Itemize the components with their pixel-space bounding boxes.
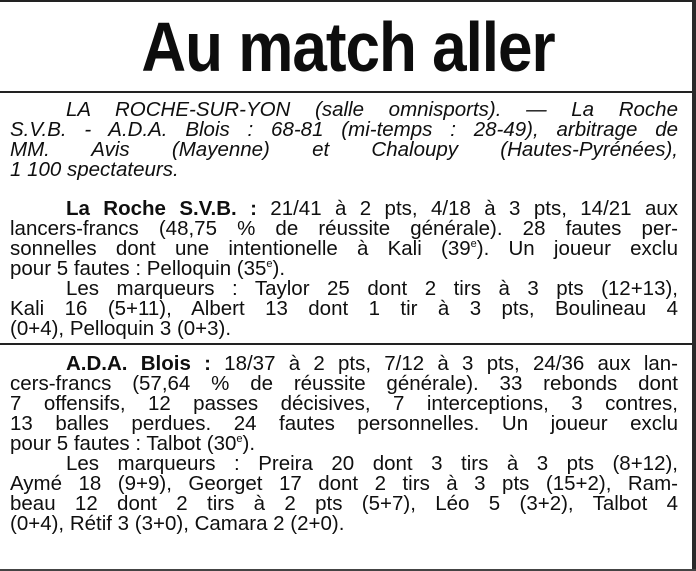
blois-stats-line: cers-francs (57,64 % de réussite générale). 33 rebonds dont	[10, 372, 678, 395]
blois-scorers-line: beau 12 dont 2 tirs à 2 pts (5+7), Léo 5 (3+2), Talbot 4	[10, 492, 678, 515]
la-roche-section	[10, 199, 678, 339]
intro-line: MM. Avis (Mayenne) et Chaloupy (Hautes-Pyrénées),	[10, 138, 678, 161]
title-divider	[0, 91, 692, 93]
la-roche-scorers-line: (0+4), Pelloquin 3 (0+3).	[10, 317, 232, 340]
la-roche-stats-line: pour 5 fautes : Pelloquin (35e).	[10, 257, 286, 280]
top-border	[0, 0, 696, 2]
intro-line: 1 100 spectateurs.	[10, 158, 179, 181]
article-title: Au match aller	[141, 9, 555, 87]
team-name-la-roche: La Roche S.V.B. :	[66, 197, 257, 220]
match-intro	[10, 100, 678, 180]
blois-section	[10, 354, 678, 534]
blois-scorers-line: (0+4), Rétif 3 (3+0), Camara 2 (2+0).	[10, 512, 345, 535]
intro-line: S.V.B. - A.D.A. Blois : 68-81 (mi-temps : 28-49), arbitrage de	[10, 118, 678, 141]
blois-scorers-line: Les marqueurs : Preira 20 dont 3 tirs à 3 pts (8+12),	[66, 452, 678, 475]
blois-scorers-line: Aymé 18 (9+9), Georget 17 dont 2 tirs à 3 pts (15+2), Ram-	[10, 472, 678, 495]
right-border	[692, 0, 696, 571]
intro-line: LA ROCHE-SUR-YON (salle omnisports). — La Roche	[66, 98, 678, 121]
blois-stats-line: 7 offensifs, 12 passes décisives, 7 interceptions, 3 contres,	[10, 392, 678, 415]
section-divider	[0, 343, 692, 345]
blois-stats-line: 13 balles perdues. 24 fautes personnelles. Un joueur exclu	[10, 412, 678, 435]
la-roche-stats-line: lancers-francs (48,75 % de réussite générale). 28 fautes per-	[10, 217, 678, 240]
blois-stats-line: A.D.A. Blois : 18/37 à 2 pts, 7/12 à 3 pts, 24/36 aux lan-	[66, 352, 679, 375]
team-name-blois: A.D.A. Blois :	[66, 352, 211, 375]
la-roche-stats-line: La Roche S.V.B. : 21/41 à 2 pts, 4/18 à 3 pts, 14/21 aux	[66, 197, 679, 220]
blois-stats-line: pour 5 fautes : Talbot (30e).	[10, 432, 256, 455]
la-roche-scorers-line: Kali 16 (5+11), Albert 13 dont 1 tir à 3 pts, Boulineau 4	[10, 297, 678, 320]
la-roche-stats-line: sonnelles dont une intentionelle à Kali (39e). Un joueur exclu	[10, 237, 678, 260]
la-roche-scorers-line: Les marqueurs : Taylor 25 dont 2 tirs à 3 pts (12+13),	[66, 277, 678, 300]
